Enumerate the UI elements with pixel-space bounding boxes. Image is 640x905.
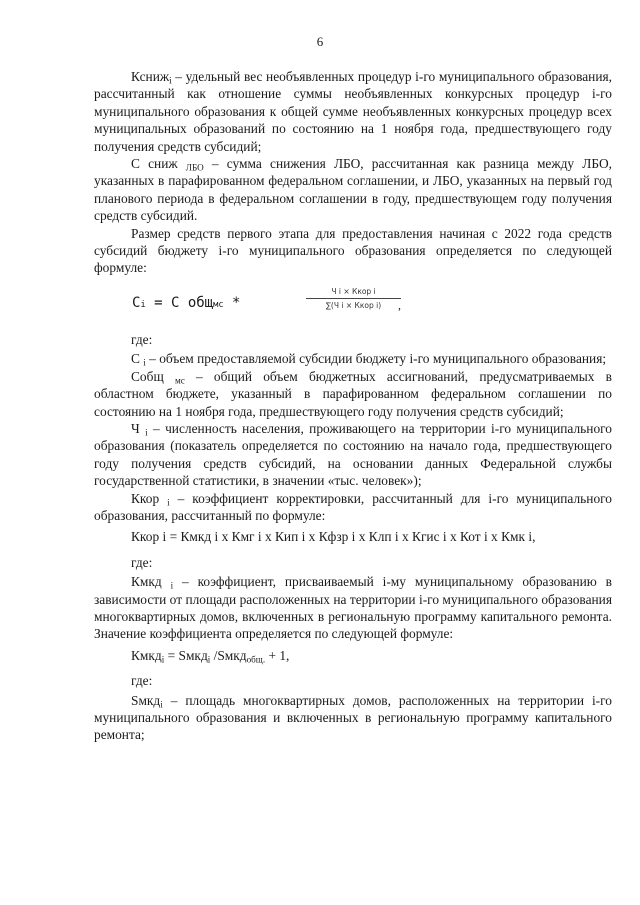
definition-chi: – численность населения, проживающего на территории i-го муниципального образования (показатель определяется по состоянию на начало года, предшествующего году получения средств субсидий, на основании данных Федеральной службы государственной статистики, в значении «тыс. человек»); [94, 420, 612, 489]
where-label-3: где: [131, 673, 153, 689]
definition-ci: – объем предоставляемой субсидии бюджету i-го муниципального образования; [145, 351, 607, 367]
paragraph-csniz [94, 155, 612, 225]
paragraph-smkd [94, 692, 612, 744]
term-ci-sub: i [143, 357, 146, 368]
term-ci: С [131, 351, 140, 367]
term-kmkd-sub: i [170, 580, 174, 591]
formula-fraction [306, 287, 401, 310]
definition-cobsh: – общий объем бюджетных ассигнований, предусматриваемых в областном бюджете, указанный в парафированном федеральном соглашении по состоянию на 1 ноября года, предшествующего году получения средств субсидий; [94, 368, 612, 419]
term-chi: Ч [131, 420, 140, 436]
formula-subsidy-amount [94, 285, 612, 325]
definition-smkd: – площадь многоквартирных домов, расположенных на территории i-го муниципального образования и включенных в региональную программу капитального ремонта; [94, 692, 612, 743]
term-chi-sub: i [145, 427, 148, 438]
where-label-2: где: [131, 554, 153, 570]
definition-kmkd: – коэффициент, присваиваемый i-му муниципальному образованию в зависимости от площади расположенных на территории i-го муниципального образования многоквартирных домов, включенных в региональную программу капитального ремонта. Значение коэффициента определяется по следующей формуле: [94, 574, 612, 642]
term-smkd: Sмкд [131, 692, 161, 708]
page-number: 6 [316, 34, 324, 49]
where-label-1: где: [131, 331, 153, 347]
document-body [94, 68, 612, 744]
formula-subsidy-lhs: Ci = С общмс * [132, 294, 241, 311]
definition-ksniz: – удельный вес необъявленных процедур i-го муниципального образования, рассчитанный как отношение суммы необъявленных конкурсных процедур i-го муниципального образования к общей сумме необъявленных конкурсных процедур всех муниципальных образований по состоянию на 1 ноября года, предшествующего году получения средств субсидий; [94, 69, 612, 154]
paragraph-stage1: Размер средств первого этапа для предоставления начиная с 2022 года средств субсидий бюджету i-го муниципального образования определяется по следующей формуле: [94, 225, 612, 276]
formula-comma: , [398, 297, 401, 312]
definition-kkor: – коэффициент корректировки, рассчитанный для i-го муниципального образования, рассчитанный по формуле: [94, 490, 612, 523]
paragraph-kmkd [94, 573, 612, 643]
paragraph-chi [94, 420, 612, 490]
term-ksniz-sub: i [169, 75, 172, 86]
formula-numerator: Ч i × Ккор i [306, 287, 401, 299]
formula-kmkd: Кмкд$_i$ = Sмкд$_i$ /Sмкд$_{общ.}$ + 1, [131, 647, 290, 665]
term-smkd-sub: i [160, 698, 163, 709]
formula-denominator: ∑(Ч i × Ккор i) [325, 300, 382, 310]
term-kmkd: Кмкд [131, 574, 162, 590]
paragraph-cobsh [94, 368, 612, 420]
formula-correction-coefficient: Ккор i = Кмкд i х Кмг i х Кип i х Кфзр i х Клп i х Кгис i х Кот i х Кмк i, [131, 529, 536, 545]
term-ksniz: Ксниж [131, 69, 170, 84]
term-kkor: Ккор [131, 490, 160, 506]
term-csniz-sub: ЛБО [185, 162, 204, 173]
definition-csniz: – сумма снижения ЛБО, рассчитанная как разница между ЛБО, указанных в парафированном федеральном соглашении, и ЛБО, указанных на первый год планового периода в федеральном соглашении в году, предшествующем году получения средств субсидий. [94, 156, 612, 224]
term-cobsh-sub: мс [174, 374, 185, 385]
term-kkor-sub: i [167, 496, 170, 507]
term-csniz: С сниж [131, 156, 178, 172]
term-cobsh: Собщ [131, 368, 164, 384]
paragraph-ksniz [94, 68, 612, 155]
paragraph-kkor [94, 490, 612, 525]
paragraph-ci [94, 350, 612, 367]
